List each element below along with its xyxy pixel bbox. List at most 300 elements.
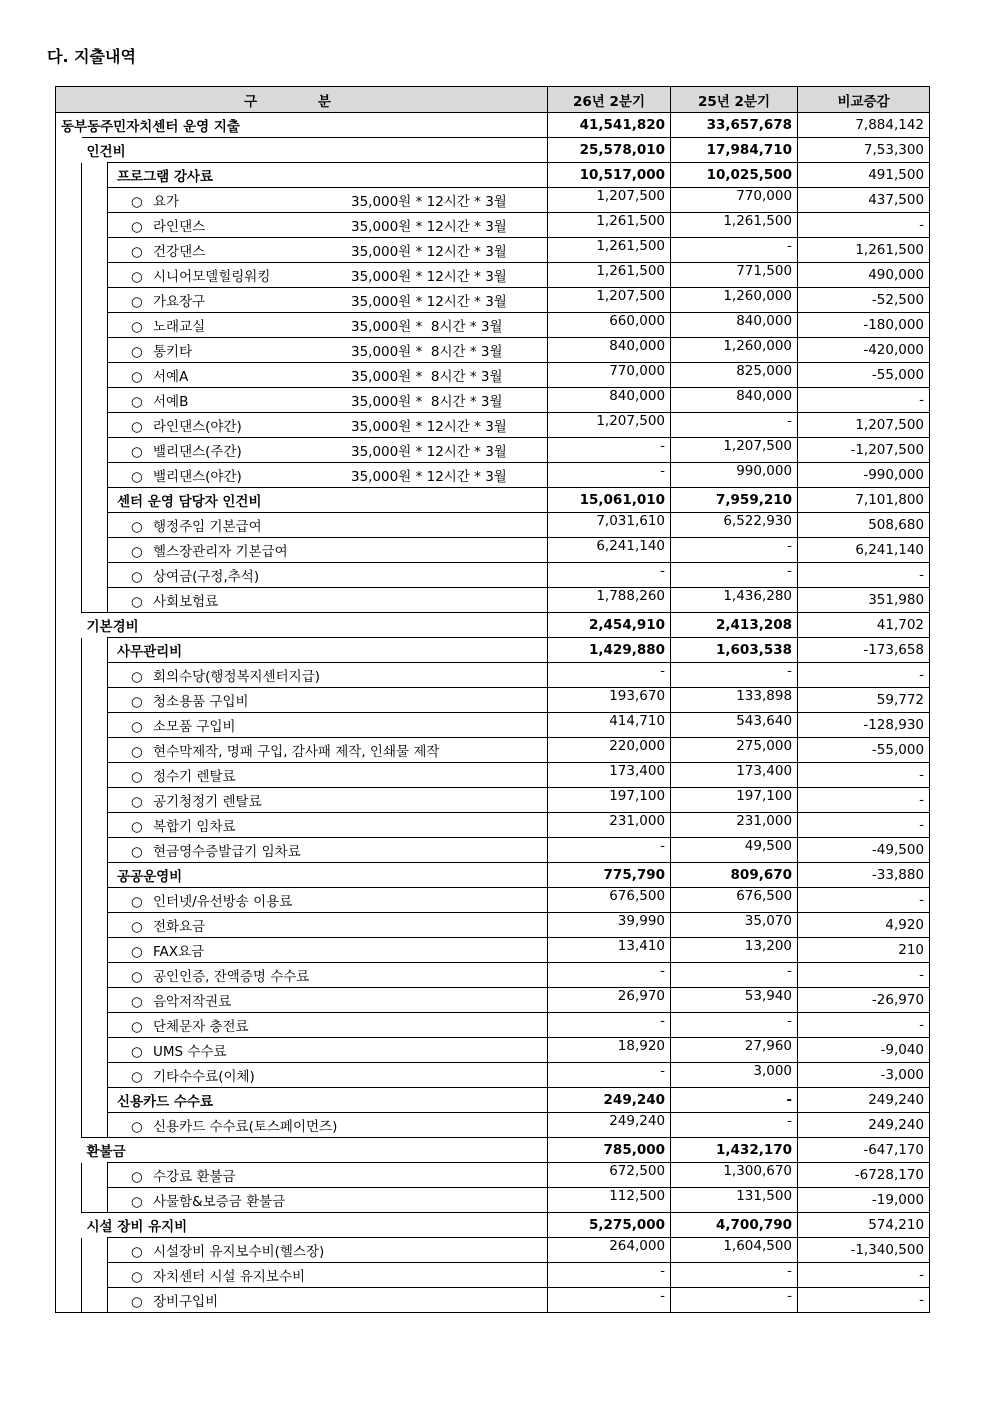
amount-2026-q2: 1,207,500 <box>548 188 671 213</box>
table-row <box>56 388 930 413</box>
indent-cell <box>56 1088 82 1113</box>
item-name: 건강댄스 <box>153 244 206 260</box>
amount-2025-q2: 49,500 <box>671 838 798 863</box>
table-row <box>56 138 930 163</box>
item-name: 사회보험료 <box>153 594 219 610</box>
indent-cell <box>56 638 82 663</box>
row-label <box>108 538 548 563</box>
amount-2026-q2: - <box>548 563 671 588</box>
amount-2025-q2: 1,603,538 <box>671 638 798 663</box>
item-name: 장비구입비 <box>153 1294 219 1310</box>
circle-bullet-icon: ○ <box>131 344 143 360</box>
amount-change: 4,920 <box>798 913 930 938</box>
row-label <box>108 738 548 763</box>
amount-change: -647,170 <box>798 1138 930 1163</box>
indent-cell <box>56 463 82 488</box>
indent-cell <box>56 188 82 213</box>
amount-2025-q2: 990,000 <box>671 463 798 488</box>
amount-2025-q2: 3,000 <box>671 1063 798 1088</box>
table-row <box>56 463 930 488</box>
amount-2025-q2: - <box>671 1113 798 1138</box>
indent-cell <box>82 888 108 913</box>
indent-cell <box>82 163 108 188</box>
row-label <box>108 988 548 1013</box>
amount-change: - <box>798 388 930 413</box>
amount-2025-q2: 1,260,000 <box>671 288 798 313</box>
row-label <box>108 513 548 538</box>
table-row <box>56 238 930 263</box>
item-name: 시니어모델힐링워킹 <box>153 269 271 285</box>
category-name: 신용카드 수수료 <box>117 1094 213 1110</box>
item-name: 헬스장관리자 기본급여 <box>153 544 288 560</box>
amount-change: -9,040 <box>798 1038 930 1063</box>
item-name: 노래교실 <box>153 319 206 335</box>
indent-cell <box>56 1238 82 1263</box>
amount-2026-q2: 220,000 <box>548 738 671 763</box>
amount-2026-q2: 112,500 <box>548 1188 671 1213</box>
circle-bullet-icon: ○ <box>131 594 143 610</box>
indent-cell <box>56 988 82 1013</box>
item-calculation: 35,000원 * 8시간 * 3월 <box>351 369 503 385</box>
table-row <box>56 763 930 788</box>
indent-cell <box>56 888 82 913</box>
amount-2025-q2: 1,604,500 <box>671 1238 798 1263</box>
amount-change: 7,53,300 <box>798 138 930 163</box>
circle-bullet-icon: ○ <box>131 794 143 810</box>
table-row <box>56 1113 930 1138</box>
amount-2026-q2: 1,261,500 <box>548 263 671 288</box>
amount-2025-q2: 676,500 <box>671 888 798 913</box>
indent-cell <box>56 1063 82 1088</box>
amount-change: 508,680 <box>798 513 930 538</box>
amount-change: 7,101,800 <box>798 488 930 513</box>
indent-cell <box>56 488 82 513</box>
amount-change: 6,241,140 <box>798 538 930 563</box>
circle-bullet-icon: ○ <box>131 1119 143 1135</box>
indent-cell <box>56 313 82 338</box>
item-name: 시설장비 유지보수비(헬스장) <box>153 1244 325 1260</box>
indent-cell <box>82 1013 108 1038</box>
amount-change: - <box>798 888 930 913</box>
amount-2026-q2: 840,000 <box>548 388 671 413</box>
amount-change: - <box>798 563 930 588</box>
circle-bullet-icon: ○ <box>131 1244 143 1260</box>
amount-change: -990,000 <box>798 463 930 488</box>
table-row <box>56 863 930 888</box>
amount-change: -55,000 <box>798 363 930 388</box>
item-name: 인터넷/유선방송 이용료 <box>153 894 293 910</box>
row-label <box>108 913 548 938</box>
row-label <box>108 488 548 513</box>
item-name: 신용카드 수수료(토스페이먼즈) <box>153 1119 338 1135</box>
indent-cell <box>56 713 82 738</box>
row-label <box>108 838 548 863</box>
indent-cell <box>56 1113 82 1138</box>
indent-cell <box>56 138 82 163</box>
row-label <box>56 113 548 138</box>
amount-change: -1,207,500 <box>798 438 930 463</box>
indent-cell <box>82 488 108 513</box>
circle-bullet-icon: ○ <box>131 769 143 785</box>
amount-change: -26,970 <box>798 988 930 1013</box>
amount-change: 249,240 <box>798 1113 930 1138</box>
amount-2025-q2: 2,413,208 <box>671 613 798 638</box>
item-calculation: 35,000원 * 12시간 * 3월 <box>351 244 507 260</box>
item-name: 밸리댄스(야간) <box>153 469 242 485</box>
table-row <box>56 638 930 663</box>
amount-2026-q2: 41,541,820 <box>548 113 671 138</box>
amount-2026-q2: 193,670 <box>548 688 671 713</box>
item-name: 라인댄스 <box>153 219 206 235</box>
amount-2025-q2: 4,700,790 <box>671 1213 798 1238</box>
indent-cell <box>56 1163 82 1188</box>
amount-change: - <box>798 213 930 238</box>
indent-cell <box>56 388 82 413</box>
amount-2026-q2: 26,970 <box>548 988 671 1013</box>
amount-2025-q2: - <box>671 663 798 688</box>
amount-2026-q2: 414,710 <box>548 713 671 738</box>
amount-2026-q2: 1,788,260 <box>548 588 671 613</box>
indent-cell <box>82 388 108 413</box>
amount-2025-q2: 543,640 <box>671 713 798 738</box>
indent-cell <box>82 413 108 438</box>
indent-cell <box>82 263 108 288</box>
row-label <box>108 438 548 463</box>
row-label <box>108 863 548 888</box>
row-label <box>108 663 548 688</box>
table-row <box>56 588 930 613</box>
amount-2026-q2: 15,061,010 <box>548 488 671 513</box>
item-name: 통키타 <box>153 344 193 360</box>
table-row <box>56 313 930 338</box>
row-label <box>108 463 548 488</box>
amount-2025-q2: 53,940 <box>671 988 798 1013</box>
header-2025-q2: 25년 2분기 <box>671 87 798 113</box>
indent-cell <box>82 1263 108 1288</box>
circle-bullet-icon: ○ <box>131 544 143 560</box>
indent-cell <box>82 1188 108 1213</box>
table-row <box>56 1013 930 1038</box>
table-row <box>56 288 930 313</box>
indent-cell <box>56 438 82 463</box>
amount-change: -6728,170 <box>798 1163 930 1188</box>
circle-bullet-icon: ○ <box>131 419 143 435</box>
indent-cell <box>82 538 108 563</box>
row-label <box>108 1238 548 1263</box>
table-row <box>56 163 930 188</box>
table-row <box>56 438 930 463</box>
category-name: 공공운영비 <box>117 869 183 885</box>
item-calculation: 35,000원 * 12시간 * 3월 <box>351 444 507 460</box>
indent-cell <box>56 1263 82 1288</box>
indent-cell <box>56 538 82 563</box>
circle-bullet-icon: ○ <box>131 1169 143 1185</box>
row-label <box>108 1013 548 1038</box>
row-label <box>108 1263 548 1288</box>
table-row <box>56 738 930 763</box>
item-name: 청소용품 구입비 <box>153 694 249 710</box>
circle-bullet-icon: ○ <box>131 719 143 735</box>
table-row <box>56 488 930 513</box>
circle-bullet-icon: ○ <box>131 1019 143 1035</box>
indent-cell <box>82 688 108 713</box>
indent-cell <box>56 813 82 838</box>
row-label <box>108 888 548 913</box>
circle-bullet-icon: ○ <box>131 1044 143 1060</box>
table-row <box>56 1163 930 1188</box>
amount-2026-q2: 1,261,500 <box>548 238 671 263</box>
row-label <box>108 163 548 188</box>
indent-cell <box>56 513 82 538</box>
amount-2025-q2: 231,000 <box>671 813 798 838</box>
category-name: 사무관리비 <box>117 644 183 660</box>
table-row <box>56 913 930 938</box>
item-name: 음악저작권료 <box>153 994 232 1010</box>
indent-cell <box>56 863 82 888</box>
amount-2026-q2: 197,100 <box>548 788 671 813</box>
amount-change: - <box>798 813 930 838</box>
indent-cell <box>56 213 82 238</box>
circle-bullet-icon: ○ <box>131 319 143 335</box>
indent-cell <box>56 1138 82 1163</box>
row-label <box>108 1163 548 1188</box>
table-row <box>56 363 930 388</box>
amount-change: - <box>798 763 930 788</box>
item-name: 소모품 구입비 <box>153 719 236 735</box>
indent-cell <box>82 588 108 613</box>
amount-2026-q2: - <box>548 838 671 863</box>
section-title: 다. 지출내역 <box>47 47 136 66</box>
circle-bullet-icon: ○ <box>131 1069 143 1085</box>
indent-cell <box>82 988 108 1013</box>
indent-cell <box>56 288 82 313</box>
amount-change: 41,702 <box>798 613 930 638</box>
indent-cell <box>56 688 82 713</box>
indent-cell <box>82 513 108 538</box>
category-name: 센터 운영 담당자 인건비 <box>117 494 262 510</box>
circle-bullet-icon: ○ <box>131 669 143 685</box>
indent-cell <box>56 413 82 438</box>
row-label <box>82 613 548 638</box>
table-row <box>56 713 930 738</box>
amount-2025-q2: 27,960 <box>671 1038 798 1063</box>
indent-cell <box>82 788 108 813</box>
circle-bullet-icon: ○ <box>131 844 143 860</box>
row-label <box>108 363 548 388</box>
amount-change: - <box>798 788 930 813</box>
table-row <box>56 838 930 863</box>
indent-cell <box>82 188 108 213</box>
item-calculation: 35,000원 * 8시간 * 3월 <box>351 319 503 335</box>
amount-2026-q2: 6,241,140 <box>548 538 671 563</box>
amount-2025-q2: 771,500 <box>671 263 798 288</box>
item-name: 라인댄스(야간) <box>153 419 242 435</box>
amount-2025-q2: 131,500 <box>671 1188 798 1213</box>
indent-cell <box>56 1288 82 1313</box>
row-label <box>108 938 548 963</box>
row-label <box>108 763 548 788</box>
item-name: 요가 <box>153 194 180 210</box>
indent-cell <box>82 463 108 488</box>
circle-bullet-icon: ○ <box>131 1269 143 1285</box>
indent-cell <box>82 1163 108 1188</box>
indent-cell <box>82 1038 108 1063</box>
amount-change: -128,930 <box>798 713 930 738</box>
indent-cell <box>82 813 108 838</box>
amount-2026-q2: - <box>548 438 671 463</box>
item-name: 상여금(구정,추석) <box>153 569 260 585</box>
table-row <box>56 888 930 913</box>
amount-2026-q2: 5,275,000 <box>548 1213 671 1238</box>
item-name: UMS 수수료 <box>153 1044 227 1060</box>
table-row <box>56 513 930 538</box>
circle-bullet-icon: ○ <box>131 694 143 710</box>
amount-2025-q2: 1,260,000 <box>671 338 798 363</box>
amount-2026-q2: 2,454,910 <box>548 613 671 638</box>
amount-change: -420,000 <box>798 338 930 363</box>
amount-2026-q2: 1,207,500 <box>548 288 671 313</box>
indent-cell <box>82 1063 108 1088</box>
amount-2025-q2: 825,000 <box>671 363 798 388</box>
row-label <box>108 313 548 338</box>
amount-2025-q2: 173,400 <box>671 763 798 788</box>
indent-cell <box>56 238 82 263</box>
row-label <box>108 563 548 588</box>
amount-2025-q2: 33,657,678 <box>671 113 798 138</box>
indent-cell <box>82 763 108 788</box>
amount-change: -55,000 <box>798 738 930 763</box>
amount-2025-q2: 35,070 <box>671 913 798 938</box>
item-name: 서예A <box>153 369 189 385</box>
indent-cell <box>56 363 82 388</box>
row-label <box>108 813 548 838</box>
amount-change: - <box>798 1288 930 1313</box>
amount-2025-q2: - <box>671 1013 798 1038</box>
amount-change: -33,880 <box>798 863 930 888</box>
table-row <box>56 663 930 688</box>
amount-2026-q2: 672,500 <box>548 1163 671 1188</box>
indent-cell <box>82 338 108 363</box>
amount-change: 1,261,500 <box>798 238 930 263</box>
table-row <box>56 1288 930 1313</box>
circle-bullet-icon: ○ <box>131 969 143 985</box>
item-name: 단체문자 충전료 <box>153 1019 249 1035</box>
indent-cell <box>82 863 108 888</box>
row-label <box>108 238 548 263</box>
row-label <box>108 713 548 738</box>
row-label <box>108 788 548 813</box>
indent-cell <box>82 1238 108 1263</box>
table-row <box>56 188 930 213</box>
indent-cell <box>82 563 108 588</box>
amount-2025-q2: 1,207,500 <box>671 438 798 463</box>
table-row <box>56 938 930 963</box>
row-label <box>108 688 548 713</box>
indent-cell <box>56 738 82 763</box>
table-row <box>56 563 930 588</box>
item-name: 수강료 환불금 <box>153 1169 236 1185</box>
indent-cell <box>56 563 82 588</box>
amount-change: -49,500 <box>798 838 930 863</box>
circle-bullet-icon: ○ <box>131 1194 143 1210</box>
row-label <box>108 588 548 613</box>
amount-change: -1,340,500 <box>798 1238 930 1263</box>
item-name: 복합기 임차료 <box>153 819 236 835</box>
amount-change: -52,500 <box>798 288 930 313</box>
table-row <box>56 338 930 363</box>
circle-bullet-icon: ○ <box>131 444 143 460</box>
table-row <box>56 688 930 713</box>
indent-cell <box>82 438 108 463</box>
item-name: 정수기 렌탈료 <box>153 769 236 785</box>
indent-cell <box>82 838 108 863</box>
amount-2025-q2: 770,000 <box>671 188 798 213</box>
circle-bullet-icon: ○ <box>131 744 143 760</box>
amount-2026-q2: 249,240 <box>548 1113 671 1138</box>
circle-bullet-icon: ○ <box>131 294 143 310</box>
row-label <box>108 1113 548 1138</box>
amount-2026-q2: 660,000 <box>548 313 671 338</box>
table-row <box>56 213 930 238</box>
table-row <box>56 1213 930 1238</box>
row-label <box>108 1288 548 1313</box>
amount-2026-q2: - <box>548 1263 671 1288</box>
table-row <box>56 1038 930 1063</box>
amount-2025-q2: 1,432,170 <box>671 1138 798 1163</box>
indent-cell <box>56 1013 82 1038</box>
circle-bullet-icon: ○ <box>131 219 143 235</box>
table-row <box>56 1188 930 1213</box>
table-row <box>56 788 930 813</box>
item-name: FAX요금 <box>153 944 205 960</box>
amount-2026-q2: 1,429,880 <box>548 638 671 663</box>
amount-2025-q2: 840,000 <box>671 313 798 338</box>
amount-2026-q2: 1,261,500 <box>548 213 671 238</box>
indent-cell <box>82 1288 108 1313</box>
amount-2026-q2: - <box>548 463 671 488</box>
amount-2025-q2: - <box>671 238 798 263</box>
header-2026-q2: 26년 2분기 <box>548 87 671 113</box>
amount-2026-q2: 39,990 <box>548 913 671 938</box>
indent-cell <box>82 713 108 738</box>
indent-cell <box>82 1113 108 1138</box>
amount-2026-q2: 785,000 <box>548 1138 671 1163</box>
amount-2025-q2: - <box>671 1263 798 1288</box>
category-name: 시설 장비 유지비 <box>86 1219 188 1235</box>
table-body <box>56 113 930 1313</box>
table-row <box>56 538 930 563</box>
item-name: 현금영수증발급기 임차료 <box>153 844 301 860</box>
indent-cell <box>82 738 108 763</box>
amount-2025-q2: - <box>671 1288 798 1313</box>
circle-bullet-icon: ○ <box>131 894 143 910</box>
row-label <box>108 288 548 313</box>
indent-cell <box>82 1088 108 1113</box>
category-name: 프로그램 강사료 <box>117 169 213 185</box>
indent-cell <box>56 963 82 988</box>
row-label <box>82 1138 548 1163</box>
amount-2026-q2: 676,500 <box>548 888 671 913</box>
table-row <box>56 1263 930 1288</box>
indent-cell <box>56 1038 82 1063</box>
item-calculation: 35,000원 * 12시간 * 3월 <box>351 419 507 435</box>
amount-change: 490,000 <box>798 263 930 288</box>
amount-2026-q2: - <box>548 1013 671 1038</box>
amount-2025-q2: - <box>671 963 798 988</box>
amount-change: 437,500 <box>798 188 930 213</box>
category-name: 동부동주민자치센터 운영 지출 <box>61 119 240 135</box>
row-label <box>108 1188 548 1213</box>
